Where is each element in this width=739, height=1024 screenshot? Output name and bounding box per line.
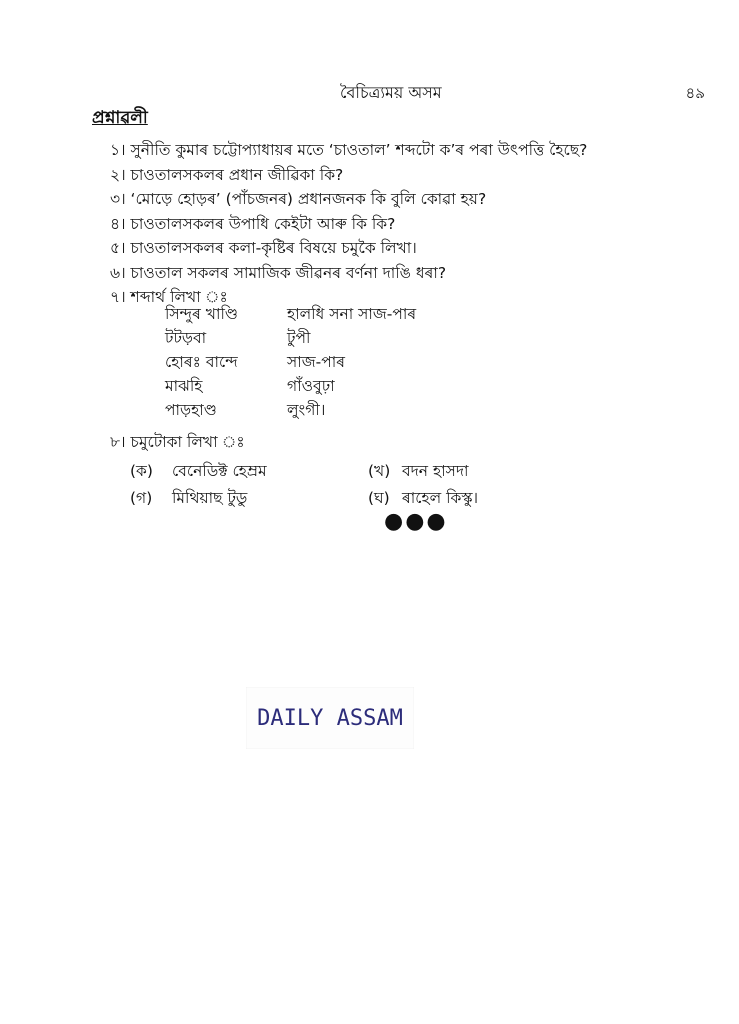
vocabulary-row	[165, 399, 416, 423]
short-note-list	[130, 458, 478, 512]
end-marker: ●●●	[384, 509, 448, 534]
vocab-meaning: টুপী	[287, 329, 311, 347]
vocabulary-table	[165, 303, 416, 423]
vocab-term: মাঝহি	[165, 377, 203, 395]
question-item: ১। সুনীতি কুমাৰ চট্টোপ্যাধায়ৰ মতে ‘চাওতাল’ শব্দটো ক’ৰ পৰা উৎপত্তি হৈছে?	[110, 141, 588, 159]
vocab-meaning: হালধি সনা সাজ-পাৰ	[287, 305, 417, 323]
vocabulary-row	[165, 375, 416, 399]
short-note-row	[130, 458, 478, 485]
question-item: ৮। চমুটোকা লিখা ঃ	[110, 433, 245, 451]
question-item: ৭। শব্দাৰ্থ লিখা ঃ	[110, 288, 228, 306]
item-label: (খ)	[368, 461, 391, 480]
question-item: ৩। ‘মোড়ে হোড়ৰ’ (পাঁচজনৰ) প্ৰধানজনক কি বুলি কোৱা হয়?	[110, 190, 487, 208]
vocab-meaning: সাজ-পাৰ	[287, 353, 345, 371]
item-name: বেনেডিক্ট হেম্ৰম	[172, 461, 267, 480]
vocabulary-row	[165, 303, 416, 327]
item-name: বদন হাসদা	[402, 461, 469, 480]
item-label: (গ)	[130, 488, 153, 507]
question-item: ৫। চাওতালসকলৰ কলা-কৃষ্টিৰ বিষয়ে চমুকৈ লিখা।	[110, 239, 417, 257]
vocab-term: হোৰঃ বান্দে	[165, 353, 238, 371]
short-note-row	[130, 485, 478, 512]
daily-assam-logo	[246, 687, 414, 749]
vocab-meaning: লুংগী।	[287, 401, 326, 419]
vocab-term: পাড়হাণ্ড	[165, 401, 217, 419]
page-header-title: বৈচিত্র্যময় অসম	[340, 83, 442, 102]
question-item: ৪। চাওতালসকলৰ উপাধি কেইটা আৰু কি কি?	[110, 214, 396, 233]
item-label: (ঘ)	[368, 488, 390, 507]
vocab-term: টটড়বা	[165, 329, 207, 347]
vocab-meaning: গাঁওবুঢ়া	[287, 377, 335, 395]
page-number: ৪৯	[685, 84, 705, 102]
question-list	[110, 138, 710, 310]
question-item: ৬। চাওতাল সকলৰ সামাজিক জীৱনৰ বৰ্ণনা দাঙি ধৰা?	[110, 263, 447, 282]
item-name: মিথিয়াছ টুডু	[172, 488, 248, 507]
vocab-term: সিন্দুৰ খাণ্ডি	[165, 305, 239, 323]
logo-text: DAILY ASSAM	[257, 705, 403, 731]
question-item: ২। চাওতালসকলৰ প্ৰধান জীৱিকা কি?	[110, 165, 344, 184]
section-title: প্ৰশ্নাৱলী	[92, 108, 148, 128]
item-label: (ক)	[130, 461, 153, 480]
vocabulary-row	[165, 327, 416, 351]
vocabulary-row	[165, 351, 416, 375]
item-name: ৰাহেল কিস্কু।	[402, 488, 479, 507]
